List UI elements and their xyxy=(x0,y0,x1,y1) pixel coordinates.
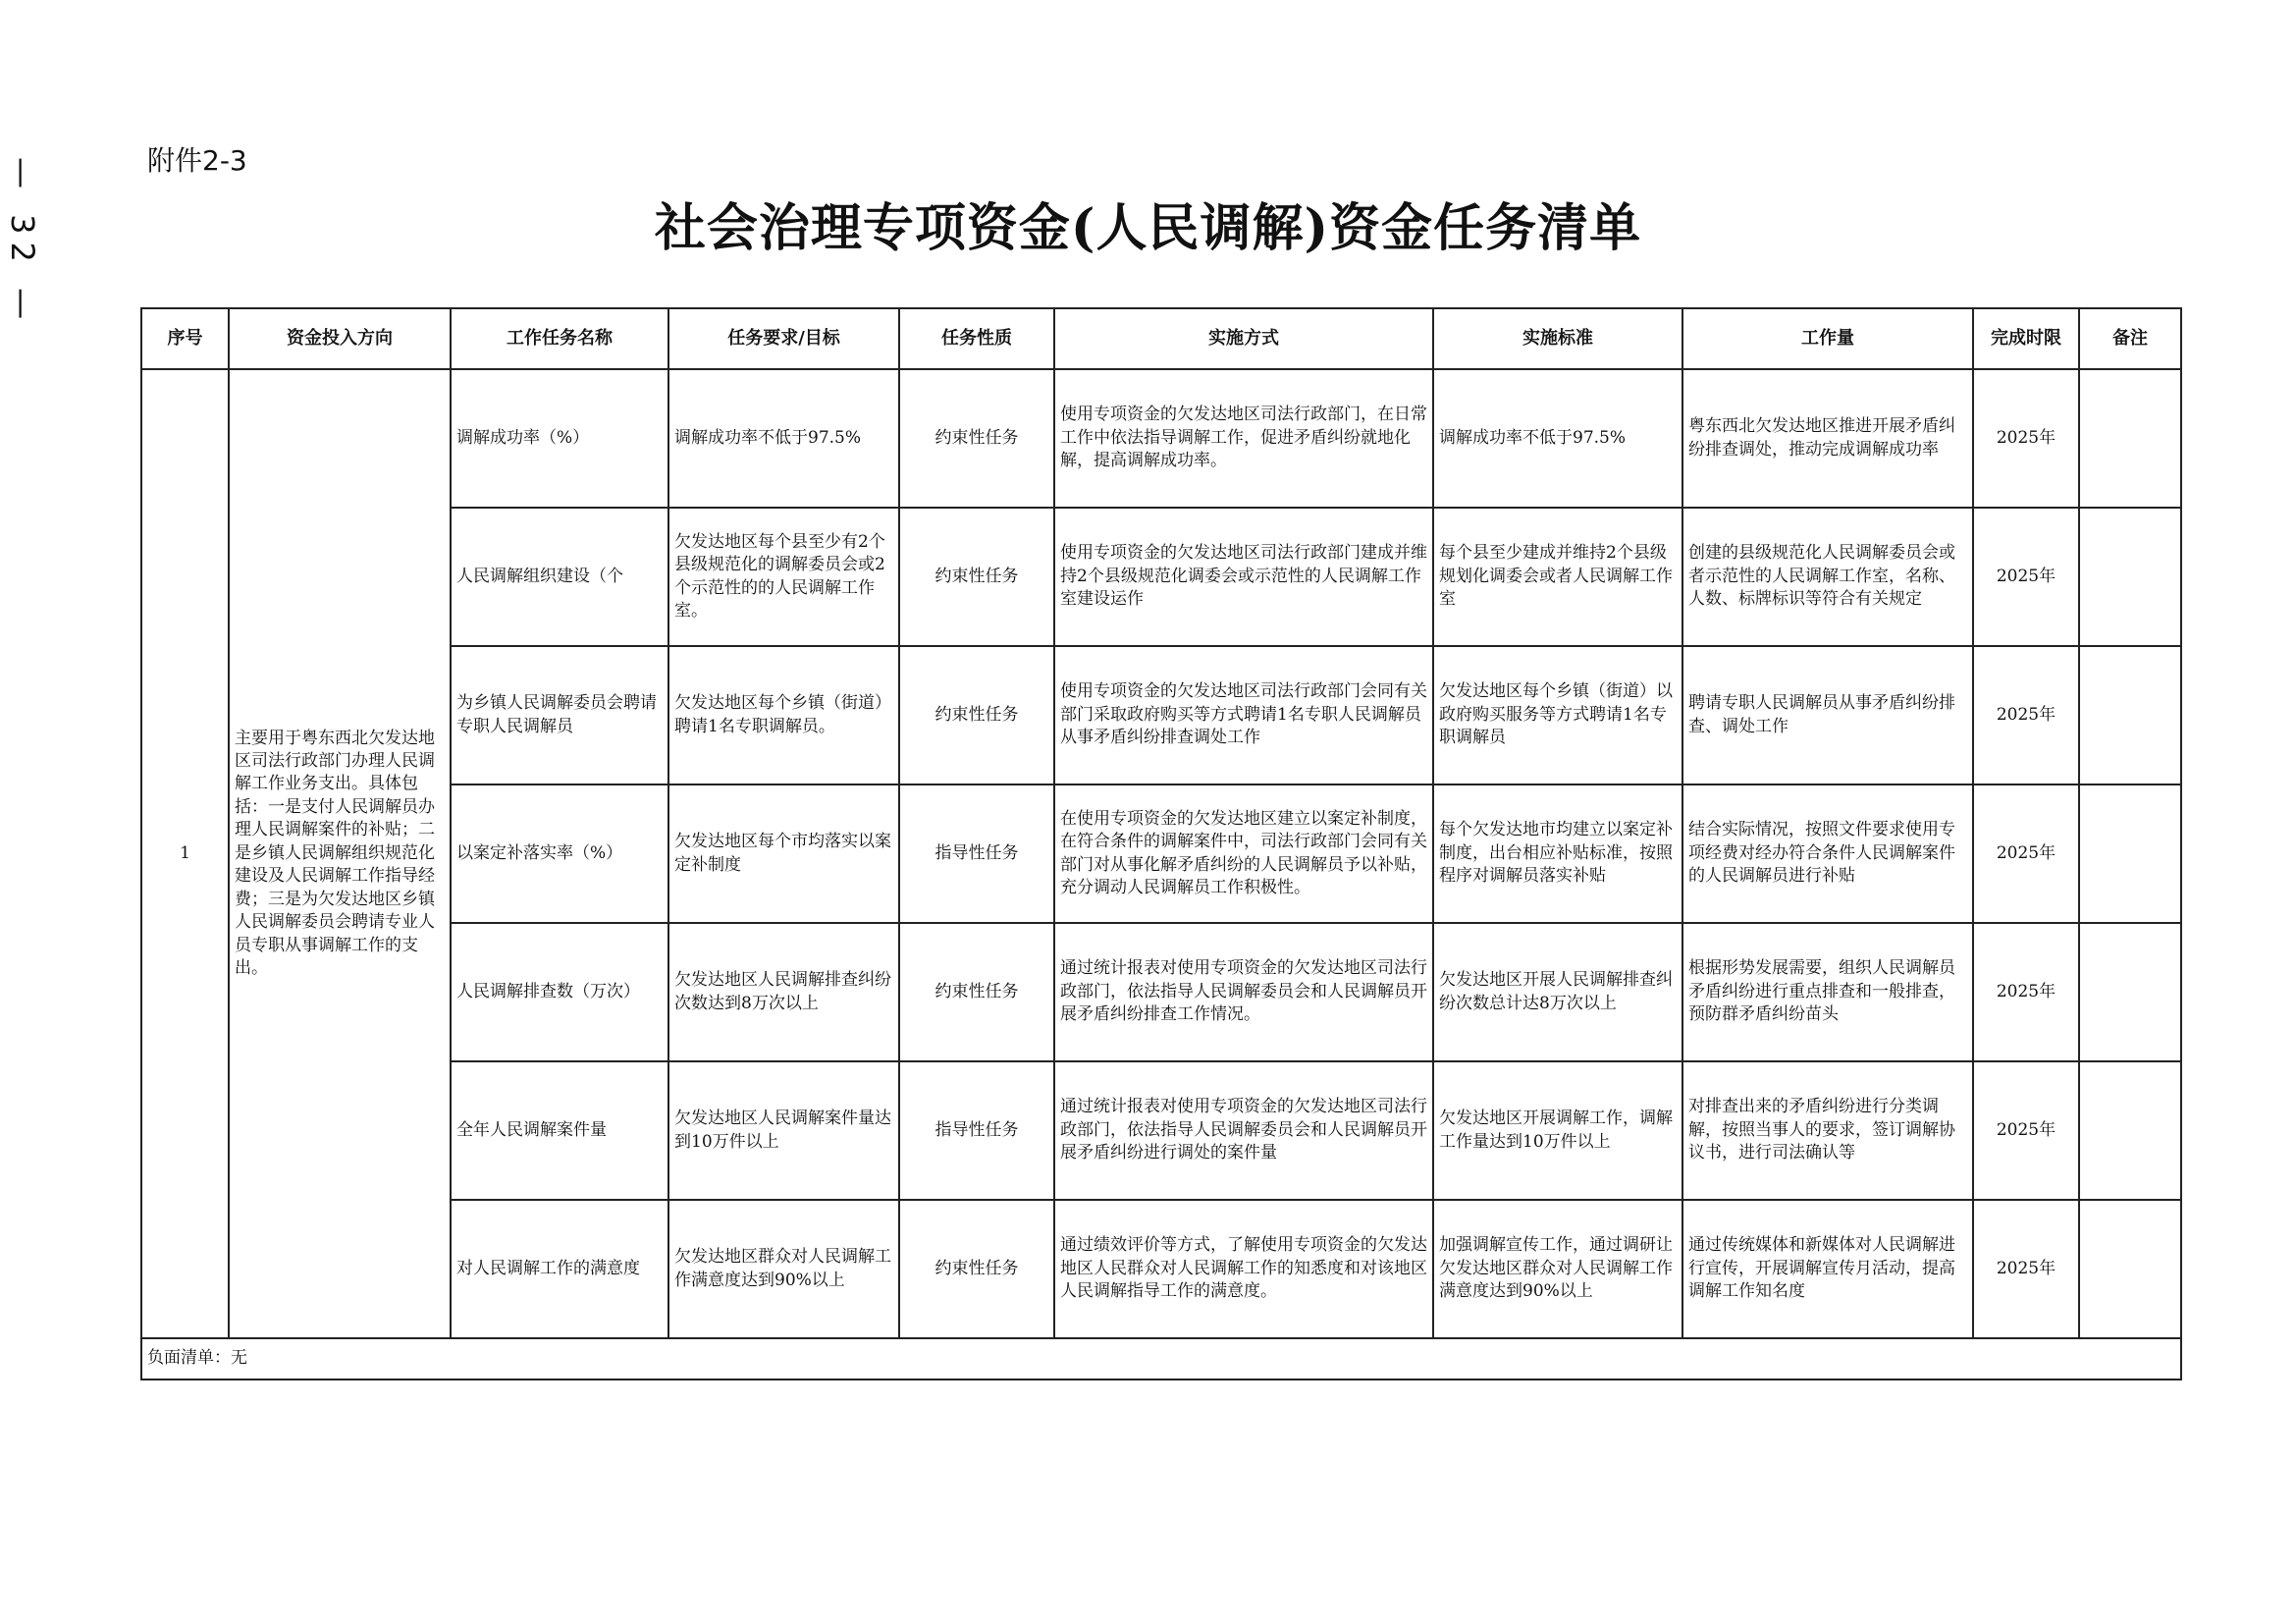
header-remark: 备注 xyxy=(2079,308,2181,369)
header-requirement: 任务要求/目标 xyxy=(668,308,899,369)
method-cell: 使用专项资金的欠发达地区司法行政部门，在日常工作中依法指导调解工作，促进矛盾纠纷就地化解，提高调解成功率。 xyxy=(1054,369,1433,508)
method-cell: 在使用专项资金的欠发达地区建立以案定补制度，在符合条件的调解案件中，司法行政部门会同有关部门对从事化解矛盾纠纷的人民调解员予以补贴，充分调动人民调解员工作积极性。 xyxy=(1054,784,1433,923)
deadline-cell: 2025年 xyxy=(1973,369,2079,508)
nature-cell: 约束性任务 xyxy=(899,646,1054,784)
remark-cell xyxy=(2079,1061,2181,1200)
standard-cell: 加强调解宣传工作，通过调研让欠发达地区群众对人民调解工作满意度达到90%以上 xyxy=(1433,1200,1682,1338)
task-table xyxy=(140,307,2182,1380)
task-name-cell: 调解成功率（%） xyxy=(451,369,668,508)
workload-cell: 结合实际情况，按照文件要求使用专项经费对经办符合条件人民调解案件的人民调解员进行补贴 xyxy=(1682,784,1973,923)
header-deadline: 完成时限 xyxy=(1973,308,2079,369)
deadline-cell: 2025年 xyxy=(1973,1061,2079,1200)
standard-cell: 调解成功率不低于97.5% xyxy=(1433,369,1682,508)
header-method: 实施方式 xyxy=(1054,308,1433,369)
standard-cell: 每个县至少建成并维持2个县级规划化调委会或者人民调解工作室 xyxy=(1433,508,1682,646)
task-name-cell: 为乡镇人民调解委员会聘请专职人民调解员 xyxy=(451,646,668,784)
method-cell: 使用专项资金的欠发达地区司法行政部门会同有关部门采取政府购买等方式聘请1名专职人民调解员从事矛盾纠纷排查调处工作 xyxy=(1054,646,1433,784)
workload-cell: 根据形势发展需要，组织人民调解员矛盾纠纷进行重点排查和一般排查，预防群矛盾纠纷苗头 xyxy=(1682,923,1973,1061)
workload-cell: 粤东西北欠发达地区推进开展矛盾纠纷排查调处，推动完成调解成功率 xyxy=(1682,369,1973,508)
workload-cell: 聘请专职人民调解员从事矛盾纠纷排查、调处工作 xyxy=(1682,646,1973,784)
method-cell: 通过绩效评价等方式，了解使用专项资金的欠发达地区人民群众对人民调解工作的知悉度和对该地区人民调解指导工作的满意度。 xyxy=(1054,1200,1433,1338)
header-nature: 任务性质 xyxy=(899,308,1054,369)
table-row xyxy=(141,369,2181,508)
workload-cell: 通过传统媒体和新媒体对人民调解进行宣传，开展调解宣传月活动，提高调解工作知名度 xyxy=(1682,1200,1973,1338)
seq-cell: 1 xyxy=(141,369,229,1338)
task-name-cell: 人民调解排查数（万次） xyxy=(451,923,668,1061)
nature-cell: 约束性任务 xyxy=(899,1200,1054,1338)
requirement-cell: 欠发达地区群众对人民调解工作满意度达到90%以上 xyxy=(668,1200,899,1338)
requirement-cell: 调解成功率不低于97.5% xyxy=(668,369,899,508)
requirement-cell: 欠发达地区每个乡镇（街道）聘请1名专职调解员。 xyxy=(668,646,899,784)
negative-list: 负面清单：无 xyxy=(141,1338,2181,1380)
deadline-cell: 2025年 xyxy=(1973,923,2079,1061)
header-standard: 实施标准 xyxy=(1433,308,1682,369)
method-cell: 通过统计报表对使用专项资金的欠发达地区司法行政部门，依法指导人民调解委员会和人民调解员开展矛盾纠纷排查工作情况。 xyxy=(1054,923,1433,1061)
remark-cell xyxy=(2079,923,2181,1061)
nature-cell: 指导性任务 xyxy=(899,1061,1054,1200)
remark-cell xyxy=(2079,508,2181,646)
deadline-cell: 2025年 xyxy=(1973,784,2079,923)
negative-list-row xyxy=(141,1338,2181,1380)
nature-cell: 约束性任务 xyxy=(899,508,1054,646)
page-title: 社会治理专项资金(人民调解)资金任务清单 xyxy=(654,198,1642,258)
table-header-row xyxy=(141,308,2181,369)
header-direction: 资金投入方向 xyxy=(229,308,451,369)
requirement-cell: 欠发达地区每个县至少有2个县级规范化的调解委员会或2个示范性的的人民调解工作室。 xyxy=(668,508,899,646)
remark-cell xyxy=(2079,1200,2181,1338)
task-name-cell: 全年人民调解案件量 xyxy=(451,1061,668,1200)
requirement-cell: 欠发达地区人民调解案件量达到10万件以上 xyxy=(668,1061,899,1200)
requirement-cell: 欠发达地区人民调解排查纠纷次数达到8万次以上 xyxy=(668,923,899,1061)
method-cell: 通过统计报表对使用专项资金的欠发达地区司法行政部门，依法指导人民调解委员会和人民调解员开展矛盾纠纷进行调处的案件量 xyxy=(1054,1061,1433,1200)
standard-cell: 欠发达地区开展调解工作，调解工作量达到10万件以上 xyxy=(1433,1061,1682,1200)
header-seq: 序号 xyxy=(141,308,229,369)
attachment-label: 附件2-3 xyxy=(147,144,247,177)
nature-cell: 约束性任务 xyxy=(899,369,1054,508)
remark-cell xyxy=(2079,646,2181,784)
workload-cell: 创建的县级规范化人民调解委员会或者示范性的人民调解工作室，名称、人数、标牌标识等符合有关规定 xyxy=(1682,508,1973,646)
deadline-cell: 2025年 xyxy=(1973,508,2079,646)
standard-cell: 欠发达地区开展人民调解排查纠纷次数总计达8万次以上 xyxy=(1433,923,1682,1061)
header-workload: 工作量 xyxy=(1682,308,1973,369)
nature-cell: 指导性任务 xyxy=(899,784,1054,923)
workload-cell: 对排查出来的矛盾纠纷进行分类调解，按照当事人的要求，签订调解协议书，进行司法确认等 xyxy=(1682,1061,1973,1200)
task-name-cell: 人民调解组织建设（个 xyxy=(451,508,668,646)
header-task-name: 工作任务名称 xyxy=(451,308,668,369)
remark-cell xyxy=(2079,369,2181,508)
requirement-cell: 欠发达地区每个市均落实以案定补制度 xyxy=(668,784,899,923)
method-cell: 使用专项资金的欠发达地区司法行政部门建成并维持2个县级规范化调委会或示范性的人民调解工作室建设运作 xyxy=(1054,508,1433,646)
task-name-cell: 以案定补落实率（%） xyxy=(451,784,668,923)
task-name-cell: 对人民调解工作的满意度 xyxy=(451,1200,668,1338)
standard-cell: 每个欠发达地市均建立以案定补制度，出台相应补贴标准，按照程序对调解员落实补贴 xyxy=(1433,784,1682,923)
nature-cell: 约束性任务 xyxy=(899,923,1054,1061)
deadline-cell: 2025年 xyxy=(1973,1200,2079,1338)
direction-cell: 主要用于粤东西北欠发达地区司法行政部门办理人民调解工作业务支出。具体包括：一是支付人民调解员办理人民调解案件的补贴；二是乡镇人民调解组织规范化建设及人民调解工作指导经费；三是为欠发达地区乡镇人民调解委员会聘请专业人员专职从事调解工作的支出。 xyxy=(229,369,451,1338)
deadline-cell: 2025年 xyxy=(1973,646,2079,784)
page-number: — 32 — xyxy=(4,157,41,328)
remark-cell xyxy=(2079,784,2181,923)
standard-cell: 欠发达地区每个乡镇（街道）以政府购买服务等方式聘请1名专职调解员 xyxy=(1433,646,1682,784)
